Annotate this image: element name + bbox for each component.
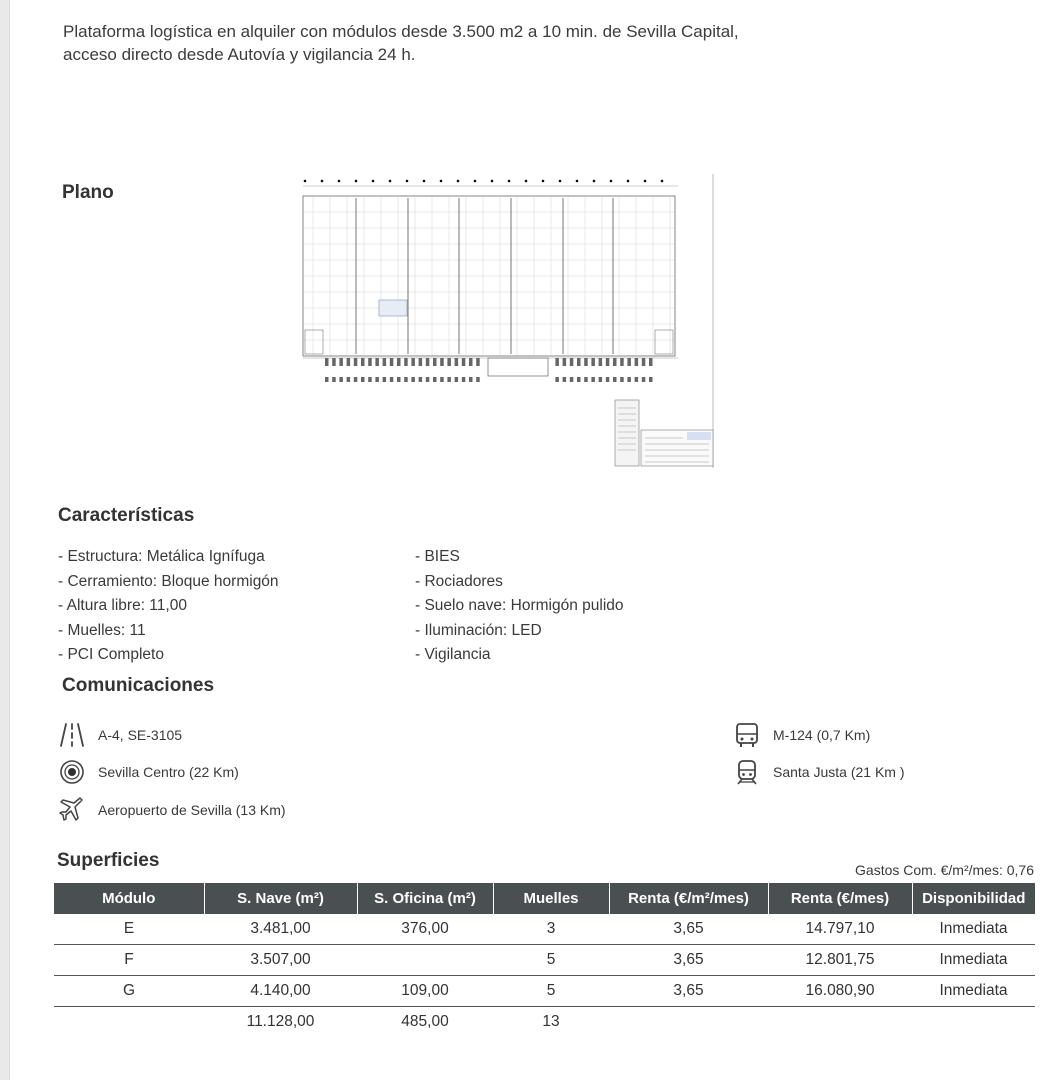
total-renta-mes: [768, 1007, 912, 1038]
col-header-muelles: Muelles: [493, 883, 609, 914]
cell-renta-m2: 3,65: [609, 945, 768, 976]
col-header-renta-mes: Renta (€/mes): [768, 883, 912, 914]
cell-nave: 3.507,00: [204, 945, 357, 976]
table-row: [54, 914, 1035, 945]
target-icon: [58, 758, 86, 786]
superficies-heading: Superficies: [57, 850, 160, 871]
feature-item: - Vigilancia: [415, 646, 491, 664]
comm-airport: [58, 796, 286, 824]
cell-disponibilidad: Inmediata: [912, 976, 1035, 1007]
feature-item: - PCI Completo: [58, 646, 164, 664]
feature-item: - Iluminación: LED: [415, 621, 542, 639]
cell-muelles: 3: [493, 914, 609, 945]
feature-item: - Suelo nave: Hormigón pulido: [415, 597, 624, 615]
plano-heading: Plano: [62, 182, 114, 203]
table-totals-row: [54, 1007, 1035, 1038]
cell-oficina: 109,00: [357, 976, 493, 1007]
total-oficina: 485,00: [401, 1013, 449, 1030]
road-icon: [58, 721, 86, 749]
cell-renta-m2: 3,65: [609, 976, 768, 1007]
cell-muelles: 5: [493, 945, 609, 976]
table-header-row: [54, 883, 1035, 914]
page-left-border: [0, 0, 10, 1080]
cell-nave: 4.140,00: [204, 976, 357, 1007]
comm-center: [58, 758, 239, 786]
cell-modulo: G: [54, 976, 204, 1007]
cell-disponibilidad: Inmediata: [912, 914, 1035, 945]
total-renta-m2: [609, 1007, 768, 1038]
comm-train-label: Santa Justa (21 Km ): [773, 764, 905, 780]
train-icon: [733, 758, 761, 786]
col-header-renta-m2: Renta (€/m²/mes): [609, 883, 768, 914]
col-header-nave: S. Nave (m²): [204, 883, 357, 914]
floor-plan-image: [283, 172, 723, 472]
intro-text: Plataforma logística en alquiler con módulos desde 3.500 m2 a 10 min. de Sevilla Capital, acceso directo desde Autovía y vigilancia 24 h.: [63, 22, 739, 64]
comm-road-label: A-4, SE-3105: [98, 727, 183, 743]
feature-item: - Muelles: 11: [58, 621, 146, 639]
feature-item: - BIES: [415, 548, 460, 565]
total-muelles: 13: [542, 1013, 560, 1030]
col-header-oficina: S. Oficina (m²): [357, 883, 493, 914]
bus-icon: [733, 721, 761, 749]
features-right-list: [415, 545, 624, 668]
gastos-note: Gastos Com. €/m²/mes: 0,76: [855, 862, 1034, 878]
cell-renta-m2: 3,65: [609, 914, 768, 945]
comunicaciones-heading: Comunicaciones: [62, 675, 215, 696]
col-header-disponibilidad: Disponibilidad: [912, 883, 1035, 914]
feature-item: - Cerramiento: Bloque hormigón: [58, 572, 279, 590]
table-row: [54, 976, 1035, 1007]
cell-renta-mes: 14.797,10: [768, 914, 912, 945]
cell-nave: 3.481,00: [204, 914, 357, 945]
cell-muelles: 5: [493, 976, 609, 1007]
comm-train: [733, 758, 905, 786]
total-modulo: [54, 1007, 204, 1038]
total-disponibilidad: [912, 1007, 1035, 1038]
cell-modulo: F: [54, 945, 204, 976]
comm-bus: [733, 721, 870, 749]
cell-disponibilidad: Inmediata: [912, 945, 1035, 976]
superficies-table: [54, 883, 1035, 1037]
total-nave: 11.128,00: [246, 1013, 315, 1030]
col-header-modulo: Módulo: [54, 883, 204, 914]
comm-road: [58, 721, 182, 749]
caracteristicas-heading: Características: [58, 505, 195, 526]
feature-item: - Altura libre: 11,00: [58, 597, 187, 615]
airplane-icon: [58, 796, 86, 824]
table-row: [54, 945, 1035, 976]
cell-renta-mes: 12.801,75: [768, 945, 912, 976]
comm-airport-label: Aeropuerto de Sevilla (13 Km): [98, 802, 286, 818]
cell-oficina: 376,00: [357, 914, 493, 945]
feature-item: - Estructura: Metálica Ignífuga: [58, 548, 265, 565]
feature-item: - Rociadores: [415, 572, 503, 590]
cell-oficina: [357, 945, 493, 976]
comm-bus-label: M-124 (0,7 Km): [773, 727, 871, 743]
features-left-list: [58, 545, 279, 668]
cell-renta-mes: 16.080,90: [768, 976, 912, 1007]
cell-modulo: E: [54, 914, 204, 945]
comm-center-label: Sevilla Centro (22 Km): [98, 764, 239, 780]
